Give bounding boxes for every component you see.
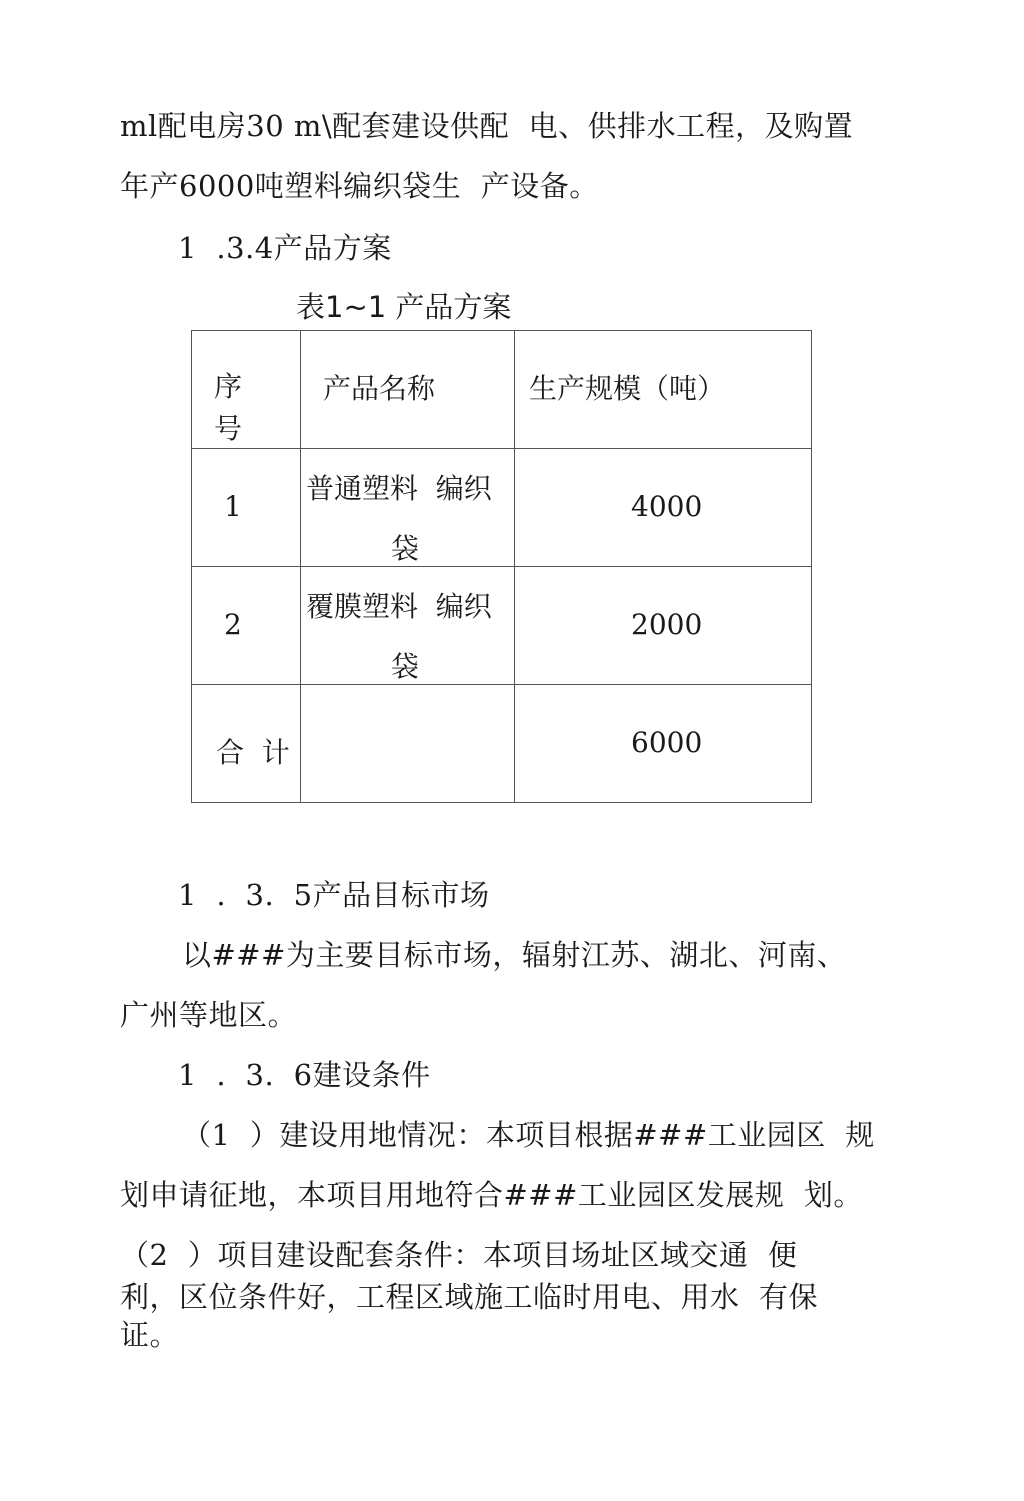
section-heading-1-3-6: 1 . 3. 6建设条件	[178, 1058, 431, 1092]
row-scale: 2000	[631, 608, 703, 641]
paragraph-line: ml配电房30 m\配套建设供配 电、供排水工程，及购置	[120, 109, 854, 143]
cell-total-name	[301, 685, 515, 803]
total-scale: 6000	[631, 726, 703, 759]
cell-seq	[192, 449, 301, 567]
total-label: 合 计	[216, 736, 290, 769]
row-name-line1: 普通塑料 编织	[306, 472, 492, 505]
table-header-row	[192, 331, 812, 449]
paragraph-line: （2 ）项目建设配套条件：本项目场址区域交通 便	[120, 1238, 798, 1272]
header-cell-name	[301, 331, 515, 449]
cell-total-label	[192, 685, 301, 803]
header-seq-line1: 序	[214, 370, 243, 403]
header-scale: 生产规模（吨）	[529, 372, 726, 405]
section-heading-1-3-5: 1 . 3. 5产品目标市场	[178, 878, 490, 912]
paragraph-line: 划申请征地，本项目用地符合###工业园区发展规 划。	[120, 1178, 863, 1212]
cell-seq	[192, 567, 301, 685]
cell-scale	[515, 449, 812, 567]
section-heading-1-3-4: 1 .3.4产品方案	[178, 231, 392, 265]
table-row	[192, 449, 812, 567]
table-total-row	[192, 685, 812, 803]
row-name-line1: 覆膜塑料 编织	[306, 590, 492, 623]
paragraph-line: （1 ）建设用地情况：本项目根据###工业园区 规	[182, 1118, 875, 1152]
cell-name	[301, 567, 515, 685]
paragraph-line: 利，区位条件好，工程区域施工临时用电、用水 有保	[120, 1280, 818, 1314]
cell-scale	[515, 567, 812, 685]
header-name: 产品名称	[323, 372, 436, 405]
row-seq: 1	[224, 490, 242, 523]
header-cell-scale	[515, 331, 812, 449]
row-name-line2: 袋	[391, 650, 420, 683]
row-name-line2: 袋	[391, 532, 420, 565]
row-scale: 4000	[631, 490, 703, 523]
table-row	[192, 567, 812, 685]
paragraph-line: 以###为主要目标市场，辐射江苏、湖北、河南、	[182, 938, 847, 972]
header-seq-line2: 号	[214, 412, 243, 445]
paragraph-line: 年产6000吨塑料编织袋生 产设备。	[120, 169, 599, 203]
cell-total-scale	[515, 685, 812, 803]
paragraph-line: 证。	[120, 1318, 180, 1352]
row-seq: 2	[224, 608, 242, 641]
product-plan-table	[191, 330, 812, 803]
paragraph-line: 广州等地区。	[120, 998, 298, 1032]
table-caption: 表1~1 产品方案	[296, 290, 512, 324]
header-cell-seq	[192, 331, 301, 449]
cell-name	[301, 449, 515, 567]
